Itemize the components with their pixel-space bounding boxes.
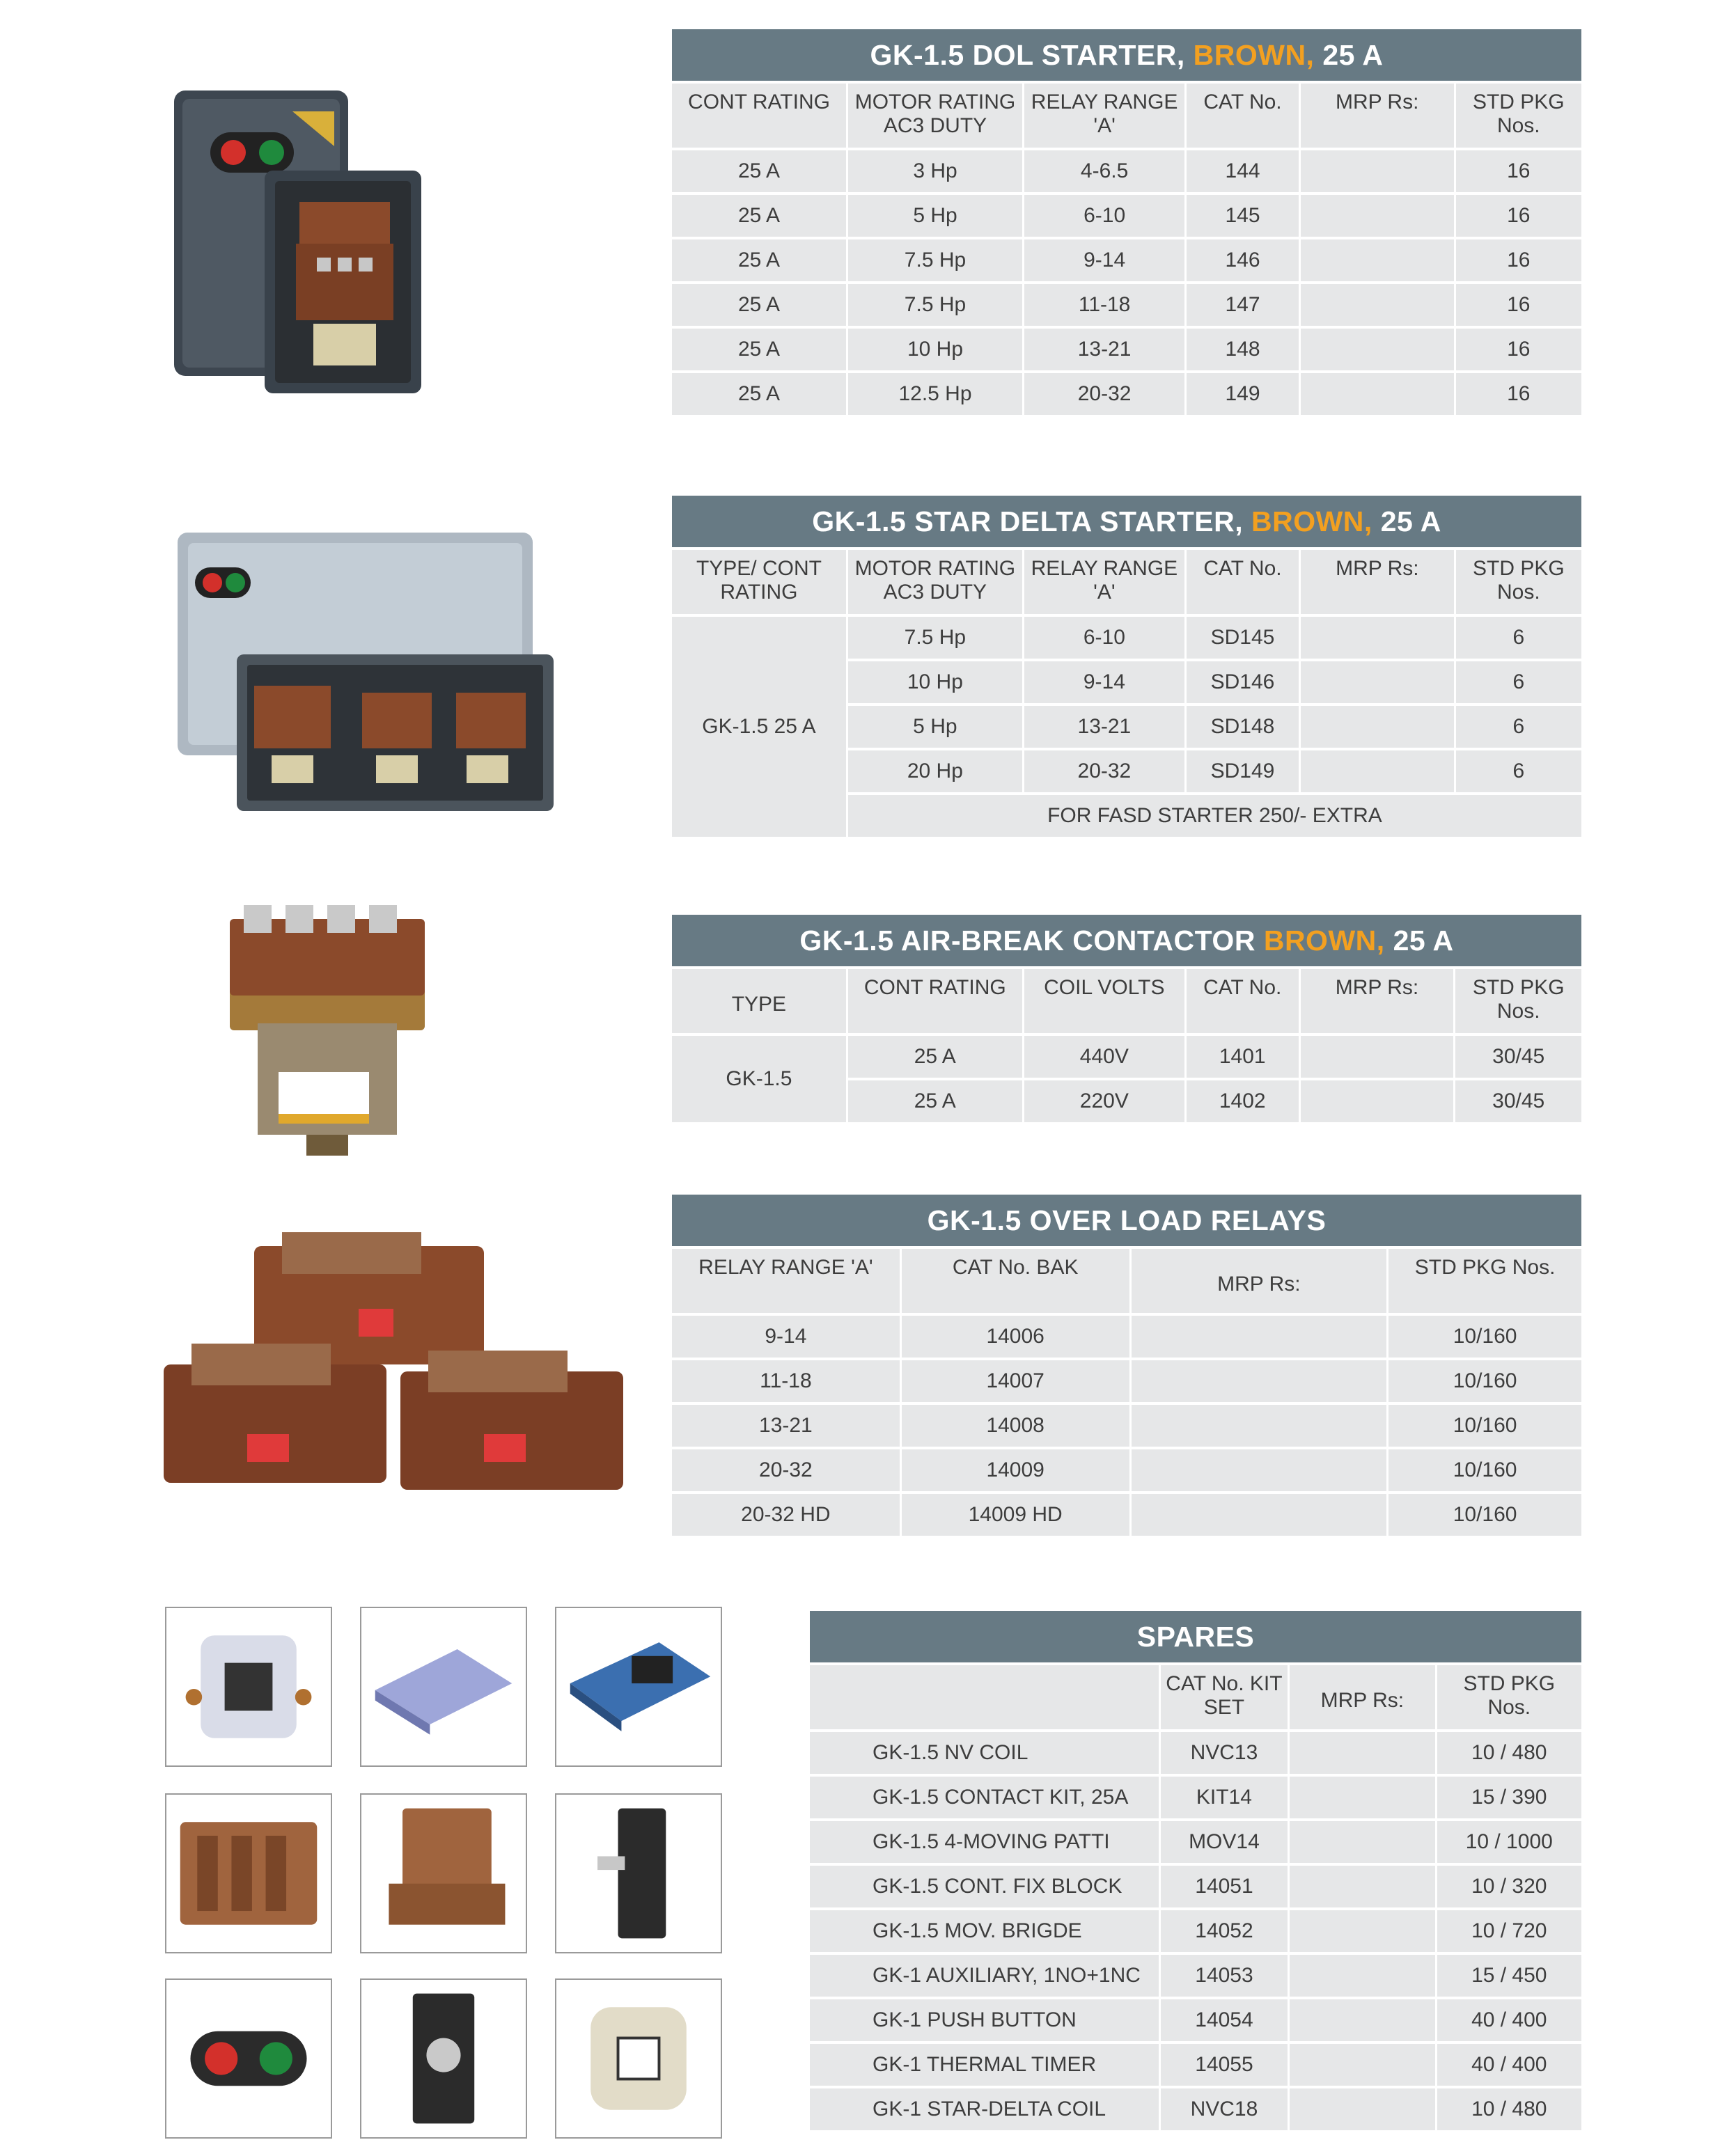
cell: 10 / 480 xyxy=(1437,2088,1581,2130)
cell xyxy=(1290,1955,1434,1997)
cell: 14053 xyxy=(1161,1955,1288,1997)
cell: 149 xyxy=(1187,373,1299,415)
cell: 9-14 xyxy=(1024,239,1184,281)
cell: NVC13 xyxy=(1161,1732,1288,1774)
cell: GK-1.5 CONTACT KIT, 25A xyxy=(810,1777,1159,1818)
cell xyxy=(1301,661,1454,703)
col-header-cat-no: CAT No. xyxy=(1187,969,1299,1033)
star-delta-coil-image xyxy=(555,1978,722,2139)
table-row xyxy=(810,1910,1581,1952)
col-header-mrp: MRP Rs: xyxy=(1301,84,1454,148)
col-header-std-pkg: STD PKG Nos. xyxy=(1455,969,1581,1033)
cell xyxy=(1290,1777,1434,1818)
cell: GK-1.5 MOV. BRIGDE xyxy=(810,1910,1159,1952)
col-header-coil-volts: COIL VOLTS xyxy=(1024,969,1184,1033)
col-header-std-pkg: STD PKG Nos. xyxy=(1437,1665,1581,1729)
type-cell: GK-1.5 xyxy=(672,1036,846,1122)
col-header-relay-range: RELAY RANGE 'A' xyxy=(672,1249,900,1313)
table-row xyxy=(810,1999,1581,2041)
cell: 10/160 xyxy=(1388,1449,1581,1491)
cell xyxy=(1290,1732,1434,1774)
cell: 10 / 720 xyxy=(1437,1910,1581,1952)
contact-kit-image xyxy=(360,1607,527,1767)
overload-relays-image xyxy=(164,1225,630,1518)
spares-table-title: SPARES xyxy=(810,1611,1581,1662)
spares-table xyxy=(808,1608,1583,2133)
cell: 14051 xyxy=(1161,1866,1288,1907)
auxiliary-image xyxy=(555,1793,722,1953)
cell: 14009 HD xyxy=(902,1494,1129,1536)
nv-coil-image xyxy=(165,1607,332,1767)
moving-patti-image xyxy=(555,1607,722,1767)
col-header-cont-rating: CONT RATING xyxy=(848,969,1022,1033)
col-header-cont-rating: CONT RATING xyxy=(672,84,846,148)
col-header-mrp: MRP Rs: xyxy=(1132,1249,1387,1313)
cell: 30/45 xyxy=(1455,1036,1581,1078)
cell: 16 xyxy=(1456,150,1581,192)
cell: 15 / 390 xyxy=(1437,1777,1581,1818)
cell: KIT14 xyxy=(1161,1777,1288,1818)
cell: 3 Hp xyxy=(848,150,1022,192)
col-header-mrp: MRP Rs: xyxy=(1301,550,1454,614)
col-header-type: TYPE xyxy=(672,969,846,1033)
cell: GK-1 STAR-DELTA COIL xyxy=(810,2088,1159,2130)
cell: 20-32 xyxy=(1024,750,1184,792)
table-row xyxy=(672,1316,1581,1358)
star-delta-starter-table xyxy=(670,493,1583,840)
col-header-cat-no: CAT No. xyxy=(1187,550,1299,614)
cell xyxy=(1301,195,1454,237)
cell: 6-10 xyxy=(1024,617,1184,659)
table-row xyxy=(672,329,1581,370)
cell: 40 / 400 xyxy=(1437,2044,1581,2086)
cell: 16 xyxy=(1456,195,1581,237)
cell: 20-32 xyxy=(1024,373,1184,415)
cell: 20-32 HD xyxy=(672,1494,900,1536)
cell: 146 xyxy=(1187,239,1299,281)
cell xyxy=(1290,2044,1434,2086)
footnote: FOR FASD STARTER 250/- EXTRA xyxy=(848,795,1581,837)
col-header-type: TYPE/ CONT RATING xyxy=(672,550,846,614)
cell: 9-14 xyxy=(1024,661,1184,703)
cell: 12.5 Hp xyxy=(848,373,1022,415)
cell: 9-14 xyxy=(672,1316,900,1358)
cell xyxy=(1301,329,1454,370)
cell: 440V xyxy=(1024,1036,1184,1078)
table-row xyxy=(810,1777,1581,1818)
cell xyxy=(1132,1494,1387,1536)
cell: 13-21 xyxy=(1024,706,1184,748)
cell: GK-1 PUSH BUTTON xyxy=(810,1999,1159,2041)
cell: GK-1 AUXILIARY, 1NO+1NC xyxy=(810,1955,1159,1997)
cell: 10 Hp xyxy=(848,661,1022,703)
overload-relays-table xyxy=(670,1192,1583,1539)
col-header-cat-no: CAT No. KIT SET xyxy=(1161,1665,1288,1729)
cell: 10/160 xyxy=(1388,1494,1581,1536)
table-row xyxy=(672,1036,1581,1078)
table-row xyxy=(810,2044,1581,2086)
col-header-std-pkg: STD PKG Nos. xyxy=(1456,550,1581,614)
table-row xyxy=(672,195,1581,237)
cell xyxy=(1290,1999,1434,2041)
cell: 10 / 1000 xyxy=(1437,1821,1581,1863)
cell: 16 xyxy=(1456,329,1581,370)
cell: 16 xyxy=(1456,284,1581,326)
cell: 4-6.5 xyxy=(1024,150,1184,192)
table-row xyxy=(810,2088,1581,2130)
star-delta-table-title: GK-1.5 STAR DELTA STARTER, BROWN, 25 A xyxy=(672,496,1581,547)
cell: 1402 xyxy=(1187,1080,1299,1122)
cell: 5 Hp xyxy=(848,706,1022,748)
fix-block-image xyxy=(165,1793,332,1953)
cell: 10 Hp xyxy=(848,329,1022,370)
cell: 20-32 xyxy=(672,1449,900,1491)
cell: 10/160 xyxy=(1388,1316,1581,1358)
table-row xyxy=(672,1494,1581,1536)
table-row xyxy=(810,1732,1581,1774)
cell xyxy=(1132,1405,1387,1447)
col-header-cat-no: CAT No. BAK xyxy=(902,1249,1129,1313)
cell: 13-21 xyxy=(1024,329,1184,370)
cell: GK-1.5 4-MOVING PATTI xyxy=(810,1821,1159,1863)
table-row xyxy=(672,1405,1581,1447)
cell xyxy=(1132,1449,1387,1491)
cell: 25 A xyxy=(672,150,846,192)
col-header-mrp: MRP Rs: xyxy=(1301,969,1454,1033)
type-cell: GK-1.5 25 A xyxy=(672,617,846,837)
cell xyxy=(1290,1821,1434,1863)
col-header-std-pkg: STD PKG Nos. xyxy=(1456,84,1581,148)
cell: SD146 xyxy=(1187,661,1299,703)
dol-table-title: GK-1.5 DOL STARTER, BROWN, 25 A xyxy=(672,29,1581,81)
cell: 6-10 xyxy=(1024,195,1184,237)
cell: 14052 xyxy=(1161,1910,1288,1952)
cell: SD148 xyxy=(1187,706,1299,748)
dol-starter-table xyxy=(670,26,1583,418)
cell: 7.5 Hp xyxy=(848,239,1022,281)
col-header-motor-rating: MOTOR RATING AC3 DUTY xyxy=(848,84,1022,148)
col-header-item xyxy=(810,1665,1159,1729)
cell: GK-1 THERMAL TIMER xyxy=(810,2044,1159,2086)
col-header-mrp: MRP Rs: xyxy=(1290,1665,1434,1729)
cell: 14007 xyxy=(902,1360,1129,1402)
cell: MOV14 xyxy=(1161,1821,1288,1863)
cell: 6 xyxy=(1456,706,1581,748)
cell: 7.5 Hp xyxy=(848,284,1022,326)
cell xyxy=(1301,1036,1454,1078)
cell xyxy=(1301,239,1454,281)
cell: 14008 xyxy=(902,1405,1129,1447)
cell xyxy=(1132,1360,1387,1402)
col-header-motor-rating: MOTOR RATING AC3 DUTY xyxy=(848,550,1022,614)
cell: 16 xyxy=(1456,373,1581,415)
cell: 1401 xyxy=(1187,1036,1299,1078)
cell: 13-21 xyxy=(672,1405,900,1447)
cell xyxy=(1301,373,1454,415)
table-row xyxy=(672,1449,1581,1491)
cell xyxy=(1301,284,1454,326)
cell xyxy=(1301,1080,1454,1122)
cell: 25 A xyxy=(672,329,846,370)
cell: 5 Hp xyxy=(848,195,1022,237)
cell xyxy=(1301,617,1454,659)
table-row xyxy=(672,1360,1581,1402)
cell: 16 xyxy=(1456,239,1581,281)
cell: 25 A xyxy=(848,1036,1022,1078)
cell: 14009 xyxy=(902,1449,1129,1491)
table-row xyxy=(810,1821,1581,1863)
cell: 25 A xyxy=(672,195,846,237)
col-header-std-pkg: STD PKG Nos. xyxy=(1388,1249,1581,1313)
cell: 10 / 320 xyxy=(1437,1866,1581,1907)
col-header-relay-range: RELAY RANGE 'A' xyxy=(1024,550,1184,614)
table-row xyxy=(672,373,1581,415)
cell: GK-1.5 NV COIL xyxy=(810,1732,1159,1774)
cell: 10/160 xyxy=(1388,1405,1581,1447)
cell: 145 xyxy=(1187,195,1299,237)
contactor-table-title: GK-1.5 AIR-BREAK CONTACTOR BROWN, 25 A xyxy=(672,915,1581,966)
cell: 6 xyxy=(1456,750,1581,792)
contactor-image xyxy=(216,898,439,1163)
cell: 25 A xyxy=(672,373,846,415)
cell xyxy=(1290,1910,1434,1952)
cell: SD149 xyxy=(1187,750,1299,792)
mov-bridge-image xyxy=(360,1793,527,1953)
cell: 148 xyxy=(1187,329,1299,370)
cell: 6 xyxy=(1456,617,1581,659)
contactor-table xyxy=(670,912,1583,1125)
thermal-timer-image xyxy=(360,1978,527,2139)
cell: 25 A xyxy=(672,284,846,326)
cell: 144 xyxy=(1187,150,1299,192)
push-button-image xyxy=(165,1978,332,2139)
cell: 10 / 480 xyxy=(1437,1732,1581,1774)
cell: GK-1.5 CONT. FIX BLOCK xyxy=(810,1866,1159,1907)
cell: 6 xyxy=(1456,661,1581,703)
table-row xyxy=(810,1866,1581,1907)
cell: 14055 xyxy=(1161,2044,1288,2086)
table-row xyxy=(672,284,1581,326)
cell xyxy=(1301,750,1454,792)
cell xyxy=(1290,2088,1434,2130)
cell: 15 / 450 xyxy=(1437,1955,1581,1997)
cell: 10/160 xyxy=(1388,1360,1581,1402)
table-row xyxy=(672,617,1581,659)
relays-table-title: GK-1.5 OVER LOAD RELAYS xyxy=(672,1195,1581,1246)
cell: 220V xyxy=(1024,1080,1184,1122)
cell: 14006 xyxy=(902,1316,1129,1358)
cell: 14054 xyxy=(1161,1999,1288,2041)
cell: 25 A xyxy=(672,239,846,281)
cell: 20 Hp xyxy=(848,750,1022,792)
cell xyxy=(1301,150,1454,192)
cell: SD145 xyxy=(1187,617,1299,659)
cell: 11-18 xyxy=(672,1360,900,1402)
col-header-cat-no: CAT No. xyxy=(1187,84,1299,148)
cell: NVC18 xyxy=(1161,2088,1288,2130)
table-row xyxy=(672,239,1581,281)
table-row xyxy=(810,1955,1581,1997)
cell xyxy=(1301,706,1454,748)
cell: 30/45 xyxy=(1455,1080,1581,1122)
col-header-relay-range: RELAY RANGE 'A' xyxy=(1024,84,1184,148)
cell: 7.5 Hp xyxy=(848,617,1022,659)
cell xyxy=(1290,1866,1434,1907)
cell: 11-18 xyxy=(1024,284,1184,326)
cell xyxy=(1132,1316,1387,1358)
cell: 40 / 400 xyxy=(1437,1999,1581,2041)
cell: 147 xyxy=(1187,284,1299,326)
dol-starter-image xyxy=(167,84,432,397)
cell: 25 A xyxy=(848,1080,1022,1122)
star-delta-starter-image xyxy=(174,526,557,818)
table-row xyxy=(672,150,1581,192)
